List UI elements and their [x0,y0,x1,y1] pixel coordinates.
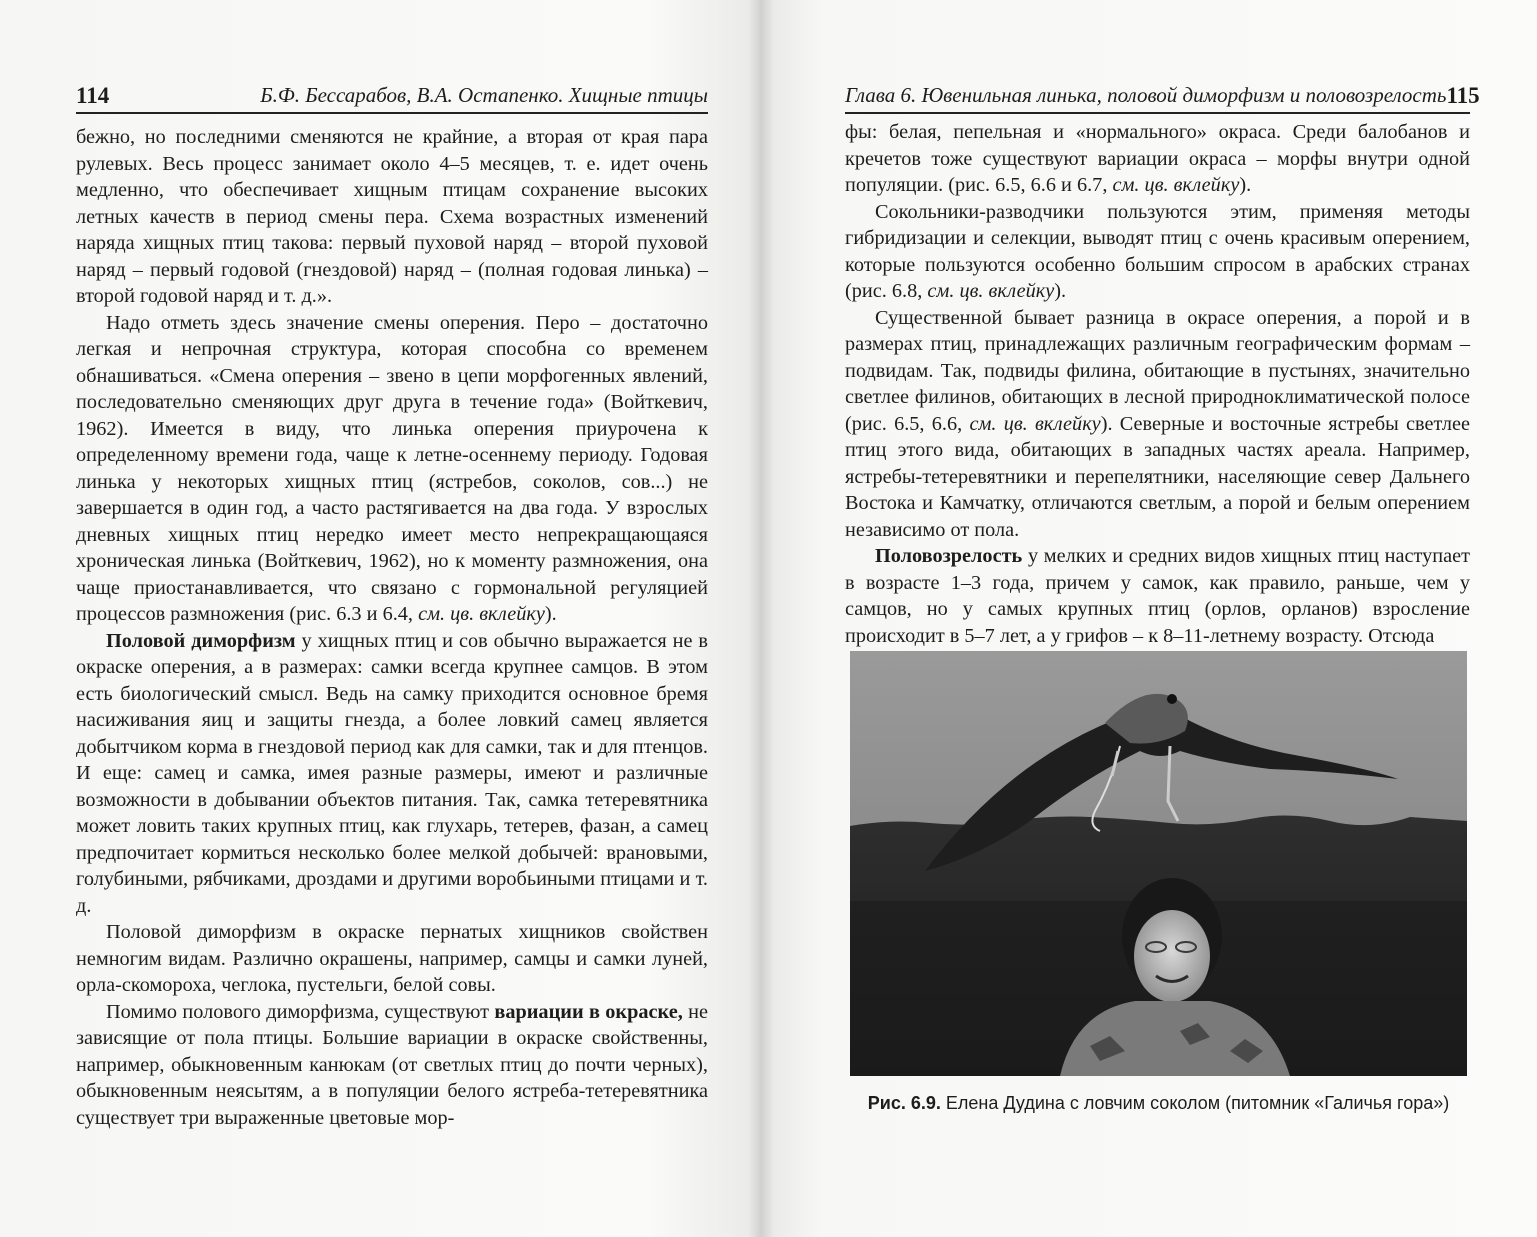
figure-caption [850,1093,1467,1114]
paragraph: Помимо полового диморфизма, существуют вариации в окраске, не зависящие от пола птицы. Большие вариации в окраске свойственны, например, обыкновенным канюкам (от светлых птиц до почти черных), обыкновенным неясытям, а в популяции белого ястреба-тетеревятника существует три выраженные цветовые мор- [76,1000,708,1129]
caption-label: Рис. 6.9. [867,1093,941,1113]
left-page-header [76,70,708,114]
left-page-body [76,124,708,1131]
paragraph: Надо отметь здесь значение смены оперения. Перо – достаточно легкая и непрочная структура, которая способна со временем обнашиваться. «Смена оперения – звено в цепи морфогенных явлений, последовательно сменяющих друг друга в течение года» (Войткевич, 1962). Имеется в виду, что линька оперения приурочена к определенному времени года, чаще к летне-осеннему периоду. Годовая линька у некоторых хищных птиц (ястребов, соколов, сов...) не завершается в один год, а часто растягивается на два года. У взрослых дневных хищных птиц нередко имеет место непрекращающаяся хроническая линька (Войткевич, 1962), но к моменту размножения, она чаще приостанавливается, что связано с гормональной регуляцией процессов размножения (рис. 6.3 и 6.4, см. цв. вклейку). [76,311,708,625]
right-page-header [845,70,1480,114]
term-bold: Половозрелость [875,545,1023,567]
right-page-body [845,119,1470,649]
left-running-head: Б.Ф. Бессарабов, В.А. Остапенко. Хищные птицы [260,83,708,107]
paragraph: Половозрелость у мелких и средних видов хищных птиц наступает в возрасте 1–3 года, причем у самок, как правило, раньше, чем у самцов, но у самых крупных птиц (орлов, орланов) взросление происходит в 5–7 лет, а у грифов – к 8–11-летнему возрасту. Отсюда [845,545,1470,647]
paragraph: фы: белая, пепельная и «нормального» окраса. Среди балобанов и кречетов тоже существуют вариации окраса – морфы внутри одной популяции. (рис. 6.5, 6.6 и 6.7, см. цв. вклейку). [845,121,1470,196]
right-running-head: Глава 6. Ювенильная линька, половой диморфизм и половозрелость [845,83,1447,107]
paragraph: Существенной бывает разница в окрасе оперения, а порой и в размерах птиц, принадлежащих различным географическим формам – подвидам. Так, подвиды филина, обитающие в пустынях, значительно светлее филинов, обитающих в лесной природноклиматической полосе (рис. 6.5, 6.6, см. цв. вклейку). Северные и восточные ястребы светлее птиц этого вида, обитающих в западных частях ареала. Например, ястребы-тетеревятники и перепелятники, населяющие север Дальнего Востока и Камчатку, отличаются светлым, а порой и белым оперением независимо от пола. [845,306,1470,541]
right-page-number: 115 [1446,83,1480,108]
caption-text: Елена Дудина с ловчим соколом (питомник «Галичья гора») [940,1093,1450,1113]
paragraph: Половой диморфизм в окраске пернатых хищников свойствен немногим видам. Различно окрашены, например, самцы и самки луней, орла-скомороха, чеглока, пустельги, белой совы. [76,921,708,996]
paragraph: бежно, но последними сменяются не крайние, а вторая от края пара рулевых. Весь процесс занимает около 4–5 месяцев, т. е. идет очень медленно, что обеспечивает хищным птицам сохранение высоких летных качеств в период смены пера. Схема возрастных изменений наряда хищных птиц такова: первый пуховой наряд – второй пуховой наряд – первый годовой (гнездовой) наряд – (полная годовая линька) – второй годовой наряд и т. д.». [76,126,708,307]
term-bold: вариации в окраске, [494,1000,683,1023]
falcon-photo-image [850,651,1467,1076]
book-gutter [748,0,774,1237]
paragraph: Сокольники-разводчики пользуются этим, применяя методы гибридизации и селекции, выводят птиц с очень красивым оперением, которые пользуются особенно большим спросом в арабских странах (рис. 6.8, см. цв. вклейку). [845,200,1470,302]
term-bold: Половой диморфизм [106,629,296,652]
left-page-number: 114 [76,83,110,108]
figure-photo [850,651,1467,1076]
paragraph: Половой диморфизм у хищных птиц и сов обычно выражается не в окраске оперения, а в размерах: самки всегда крупнее самцов. В этом есть биологический смысл. Ведь на самку приходится основное бремя насиживания яиц и защиты гнезда, а более ловкий самец является добытчиком корма в гнездовой период как для самки, так и для птенцов. И еще: самец и самка, имея разные размеры, имеют и различные возможности в добывании объектов питания. Так, самка тетеревятника может ловить таких крупных птиц, как глухарь, тетерев, фазан, а самец предпочитает кормиться несколько более мелкой добычей: врановыми, голубиными, рябчиками, дроздами и другими воробьиными птицами и т. д. [76,629,708,917]
